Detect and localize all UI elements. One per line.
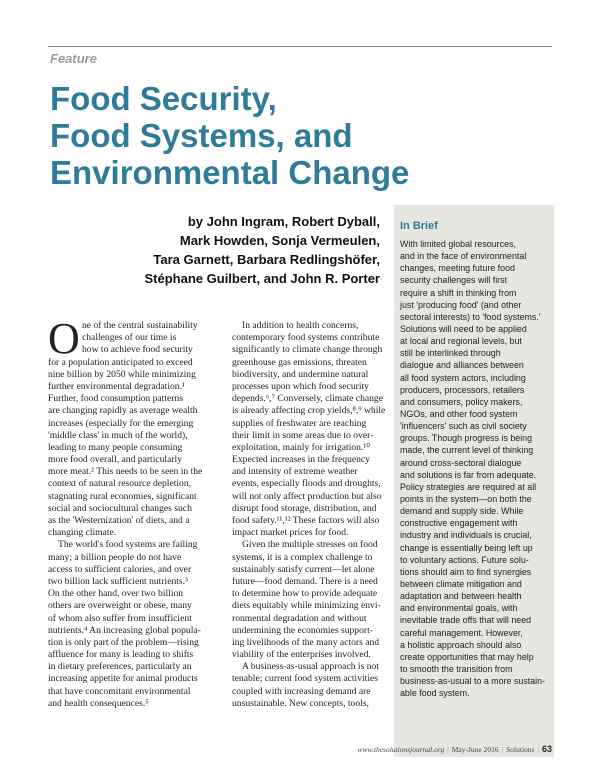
text-line: and in the face of environmental: [400, 251, 527, 262]
text-line: and environmental goals, with: [400, 603, 518, 614]
text-line: increases (especially for the emerging: [48, 417, 194, 429]
in-brief-text: [400, 238, 550, 699]
text-line: unsustainable. New concepts, tools,: [232, 697, 369, 709]
text-line: careful management. However,: [400, 627, 523, 638]
text-line: contemporary food systems contribute: [232, 332, 380, 344]
text-line: as the 'Westernization' of diets, and a: [48, 515, 190, 526]
text-line: security challenges will first: [400, 275, 508, 286]
text-line: coupled with increasing demand are: [232, 685, 371, 697]
text-line: sustainably satisfy current—let alone: [232, 563, 375, 575]
text-line: tion is only part of the problem—rising: [48, 636, 199, 648]
text-line: Further, food consumption patterns: [48, 393, 183, 405]
text-line: access to sufficient calories, and over: [48, 563, 192, 575]
text-line: between climate mitigation and: [400, 578, 522, 589]
footer-issue: May-June 2016: [451, 745, 499, 754]
text-line: and solutions is far from adequate.: [400, 469, 537, 480]
text-line: changing climate.: [48, 527, 117, 539]
text-line: The world's food systems are failing: [58, 539, 198, 551]
text-line: increasing appetite for animal products: [48, 673, 198, 685]
text-line: industry and individuals is crucial,: [400, 530, 532, 541]
text-line: more meat.² This needs to be seen in the: [48, 466, 203, 478]
text-line: create opportunities that may help: [400, 651, 534, 662]
text-line: leading to many people consuming: [48, 441, 183, 453]
body-column-1: [48, 314, 220, 710]
text-line: significantly to climate change through: [232, 344, 383, 356]
page-footer: www.thesolutionsjournal.org | May-June 2016 | Solutions | 63: [357, 744, 552, 754]
text-line: ing livelihoods of the many actors and: [232, 636, 380, 648]
text-line: nine billion by 2050 while minimizing: [48, 368, 196, 380]
text-line: 'middle class' in much of the world),: [48, 429, 188, 441]
text-line: and health consequences.⁵: [48, 697, 149, 709]
text-line: social and sociocultural changes such: [48, 502, 192, 514]
text-line: still be interlinked through: [400, 348, 501, 359]
text-line: adaptation and between health: [400, 591, 522, 602]
text-line: Policy strategies are required at all: [400, 481, 537, 492]
article-title: [50, 80, 550, 191]
text-line: and intensity of extreme weather: [232, 466, 358, 478]
text-line: inevitable trade offs that will need: [400, 615, 532, 626]
text-line: disrupt food storage, distribution, and: [232, 502, 377, 514]
footer-url: www.thesolutionsjournal.org: [357, 745, 445, 754]
text-line: 'influencers' such as civil society: [400, 421, 527, 432]
author-byline: [80, 212, 380, 288]
text-line: of whom also suffer from insufficient: [48, 612, 192, 624]
page-number: 63: [541, 744, 552, 754]
text-line: Solutions will need to be applied: [400, 323, 527, 334]
text-line: that have concomitant environmental: [48, 685, 191, 697]
text-line: is already affecting crop yields,⁸,⁹ while: [232, 405, 386, 417]
text-line: biodiversity, and undermine natural: [232, 368, 369, 380]
title-line: Food Systems, and: [50, 117, 353, 154]
author-line: by John Ingram, Robert Dyball,: [187, 214, 380, 229]
text-line: change is essentially being left up: [400, 542, 533, 553]
text-line: challenges of our time is: [82, 332, 177, 344]
text-line: impact market prices for food.: [232, 527, 349, 539]
text-line: around cross-sectoral dialogue: [400, 457, 522, 468]
text-line: demand and supply side. While: [400, 506, 524, 517]
text-line: On the other hand, over two billion: [48, 588, 184, 600]
text-line: supplies of freshwater are reaching: [232, 417, 367, 429]
text-line: context of natural resource depletion,: [48, 478, 192, 490]
section-label: Feature: [50, 51, 97, 66]
feature-rule: [48, 46, 552, 67]
text-line: able food system.: [400, 688, 470, 699]
author-line: Stéphane Guilbert, and John R. Porter: [144, 271, 380, 286]
text-line: dialogue and alliances between: [400, 360, 524, 371]
body-column-2: [232, 320, 392, 710]
text-line: viability of the enterprises involved.: [232, 649, 371, 661]
text-line: events, especially floods and droughts,: [232, 478, 381, 490]
text-line: systems, it is a complex challenge to: [232, 551, 373, 563]
author-line: Mark Howden, Sonja Vermeulen,: [179, 233, 380, 248]
text-line: groups. Though progress is being: [400, 433, 533, 444]
text-line: more food overall, and particularly: [48, 454, 182, 466]
text-line: NGOs, and other food system: [400, 408, 518, 419]
text-line: at local and regional levels, but: [400, 336, 522, 347]
text-line: for a population anticipated to exceed: [48, 356, 193, 368]
text-line: diets equitably while minimizing envi-: [232, 600, 381, 612]
text-line: depends.⁶,⁷ Conversely, climate change: [232, 393, 383, 405]
text-line: further environmental degradation.¹: [48, 380, 185, 392]
text-line: how to achieve food security: [82, 344, 193, 356]
text-line: in dietary preferences, particularly an: [48, 661, 192, 673]
text-line: are changing rapidly as average wealth: [48, 405, 198, 417]
text-line: stagnating rural economies, significant: [48, 490, 197, 502]
text-line: two billion lack sufficient nutrients.³: [48, 575, 188, 587]
text-line: to determine how to provide adequate: [232, 588, 378, 600]
text-line: business-as-usual to a more sustain-: [400, 676, 546, 687]
text-line: to voluntary actions. Future solu-: [400, 554, 529, 565]
text-line: a holistic approach should also: [400, 639, 522, 650]
text-line: ronmental degradation and without: [232, 612, 367, 624]
text-line: Given the multiple stresses on food: [242, 539, 378, 551]
text-line: points in the system—on both the: [400, 493, 532, 504]
title-line: Food Security,: [50, 80, 277, 117]
text-line: constructive engagement with: [400, 518, 518, 529]
text-line: made, the current level of thinking: [400, 445, 534, 456]
author-line: Tara Garnett, Barbara Redlingshöfer,: [153, 252, 380, 267]
text-line: ne of the central sustainability: [82, 320, 198, 331]
text-line: nutrients.⁴ An increasing global popula-: [48, 624, 201, 636]
text-line: require a shift in thinking from: [400, 287, 517, 298]
in-brief-heading: In Brief: [400, 220, 438, 232]
text-line: sectoral interests) to 'food systems.': [400, 311, 541, 322]
text-line: future—food demand. There is a need: [232, 575, 378, 587]
text-line: A business-as-usual approach is not: [242, 661, 379, 673]
text-line: food safety.¹¹,¹² These factors will also: [232, 515, 380, 526]
text-line: will not only affect production but also: [232, 490, 382, 502]
text-line: just 'producing food' (and other: [400, 299, 522, 310]
title-line: Environmental Change: [50, 154, 410, 191]
text-line: producers, processors, retailers: [400, 384, 525, 395]
text-line: others are overweight or obese, many: [48, 600, 192, 612]
text-line: and consumers, policy makers,: [400, 396, 523, 407]
text-line: affluence for many is leading to shifts: [48, 649, 194, 661]
text-line: tenable; current food system activities: [232, 673, 378, 685]
text-line: exploitation, mainly for irrigation.¹⁰: [232, 441, 371, 453]
text-line: Expected increases in the frequency: [232, 454, 370, 466]
text-line: changes, meeting future food: [400, 263, 515, 274]
text-line: many; a billion people do not have: [48, 551, 182, 563]
text-line: to smooth the transition from: [400, 663, 513, 674]
drop-cap: O: [48, 314, 80, 363]
text-line: tions should aim to find synergies: [400, 566, 532, 577]
text-line: their limit in some areas due to over-: [232, 429, 374, 441]
text-line: all food system actors, including: [400, 372, 526, 383]
text-line: With limited global resources,: [400, 239, 516, 249]
text-line: greenhouse gas emissions, threaten: [232, 356, 367, 368]
text-line: processes upon which food security: [232, 380, 369, 392]
text-line: In addition to health concerns,: [242, 320, 359, 331]
text-line: undermining the economies support-: [232, 624, 373, 636]
footer-section: Solutions: [506, 745, 535, 754]
